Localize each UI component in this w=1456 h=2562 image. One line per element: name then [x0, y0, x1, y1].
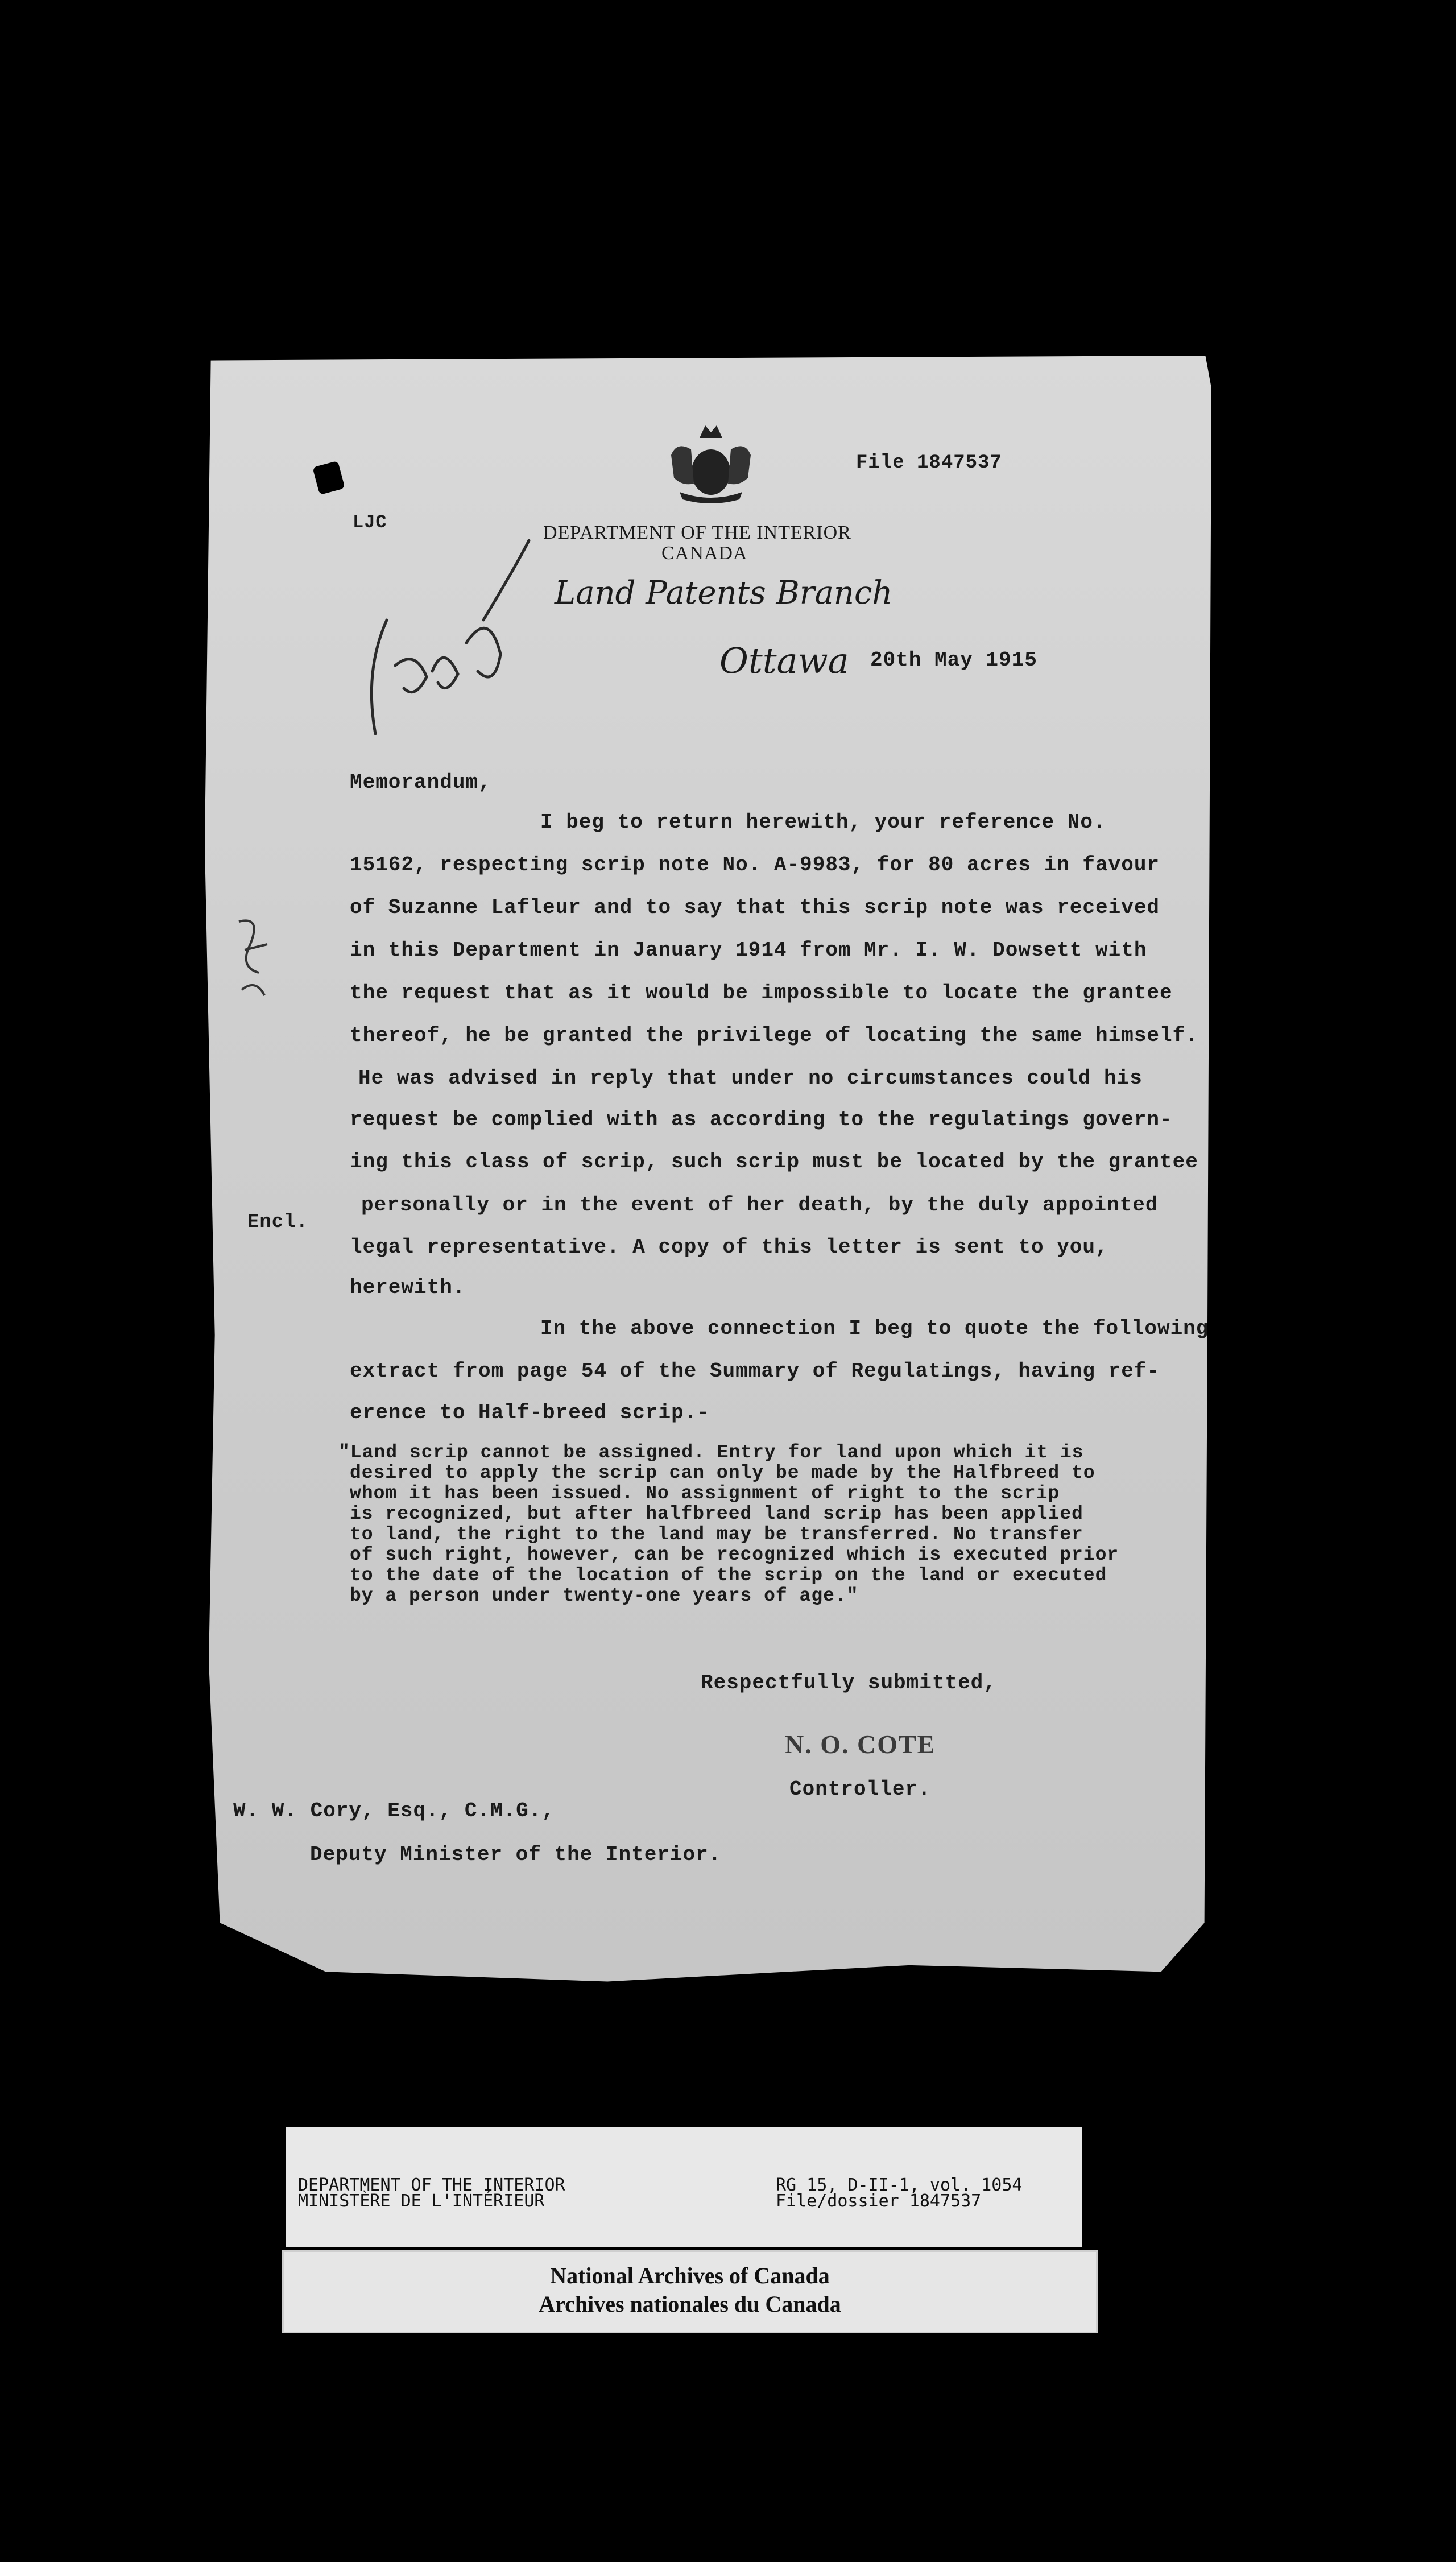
quote-line: of such right, however, can be recognized which is executed prior	[350, 1544, 1119, 1565]
quote-line: is recognized, but after halfbreed land scrip has been applied	[350, 1503, 1083, 1524]
file-number: File 1847537	[856, 452, 1002, 474]
salutation: Memorandum,	[350, 771, 491, 794]
encl-note: Encl.	[247, 1212, 309, 1233]
addressee-title: Deputy Minister of the Interior.	[310, 1843, 722, 1866]
file-dossier: File/dossier 1847537	[776, 2191, 982, 2211]
body-line: herewith.	[350, 1276, 466, 1299]
body-line: request be complied with as according to the regulatings govern-	[350, 1108, 1173, 1131]
city-name: Ottawa	[719, 640, 849, 681]
archives-fr: Archives nationales du Canada	[539, 2291, 841, 2317]
coat-of-arms-icon	[660, 415, 762, 506]
margin-scribble	[228, 910, 279, 1007]
body-line: extract from page 54 of the Summary of Regulatings, having ref-	[350, 1359, 1160, 1383]
body-line: erence to Half-breed scrip.-	[350, 1401, 710, 1424]
department-name: DEPARTMENT OF THE INTERIOR	[543, 522, 851, 543]
body-line: He was advised in reply that under no circumstances could his	[358, 1067, 1143, 1090]
handwritten-annotation	[353, 529, 540, 757]
signer-title: Controller.	[789, 1778, 931, 1801]
dept-en: DEPARTMENT OF THE INTERIOR	[298, 2175, 565, 2195]
body-line: thereof, he be granted the privilege of locating the same himself.	[350, 1024, 1198, 1047]
archive-reference-label	[286, 2127, 1082, 2247]
body-line: in this Department in January 1914 from Mr. I. W. Dowsett with	[350, 939, 1147, 962]
quote-line: whom it has been issued. No assignment of right to the scrip	[350, 1483, 1060, 1504]
country-name: CANADA	[661, 543, 748, 564]
body-line: the request that as it would be impossible to locate the grantee	[350, 981, 1173, 1005]
body-line: of Suzanne Lafleur and to say that this scrip note was received	[350, 896, 1160, 919]
body-line: ing this class of scrip, such scrip must be located by the grantee	[350, 1150, 1198, 1173]
dept-fr: MINISTÈRE DE L'INTÉRIEUR	[298, 2191, 545, 2211]
body-line: In the above connection I beg to quote the following	[540, 1317, 1209, 1340]
quote-line: "Land scrip cannot be assigned. Entry for land upon which it is	[338, 1442, 1084, 1463]
letter-date: 20th May 1915	[870, 648, 1037, 672]
body-line: legal representative. A copy of this letter is sent to you,	[350, 1235, 1108, 1259]
branch-name: Land Patents Branch	[555, 575, 893, 611]
body-line: personally or in the event of her death, by the duly appointed	[361, 1193, 1159, 1217]
quote-line: to the date of the location of the scrip on the land or executed	[350, 1565, 1107, 1586]
archives-en: National Archives of Canada	[550, 2263, 830, 2288]
closing: Respectfully submitted,	[701, 1671, 996, 1695]
body-line: I beg to return herewith, your reference No.	[540, 811, 1106, 834]
signature-stamp: N. O. COTE	[785, 1730, 936, 1759]
quote-line: to land, the right to the land may be transferred. No transfer	[350, 1524, 1083, 1545]
quote-line: by a person under twenty-one years of age."	[350, 1585, 859, 1606]
record-group: RG 15, D-II-1, vol. 1054	[776, 2175, 1023, 2195]
addressee-name: W. W. Cory, Esq., C.M.G.,	[233, 1799, 555, 1823]
quote-line: desired to apply the scrip can only be made by the Halfbreed to	[350, 1462, 1095, 1484]
initials: LJC	[353, 512, 387, 533]
archives-label	[282, 2250, 1098, 2333]
body-line: 15162, respecting scrip note No. A-9983, for 80 acres in favour	[350, 853, 1160, 877]
